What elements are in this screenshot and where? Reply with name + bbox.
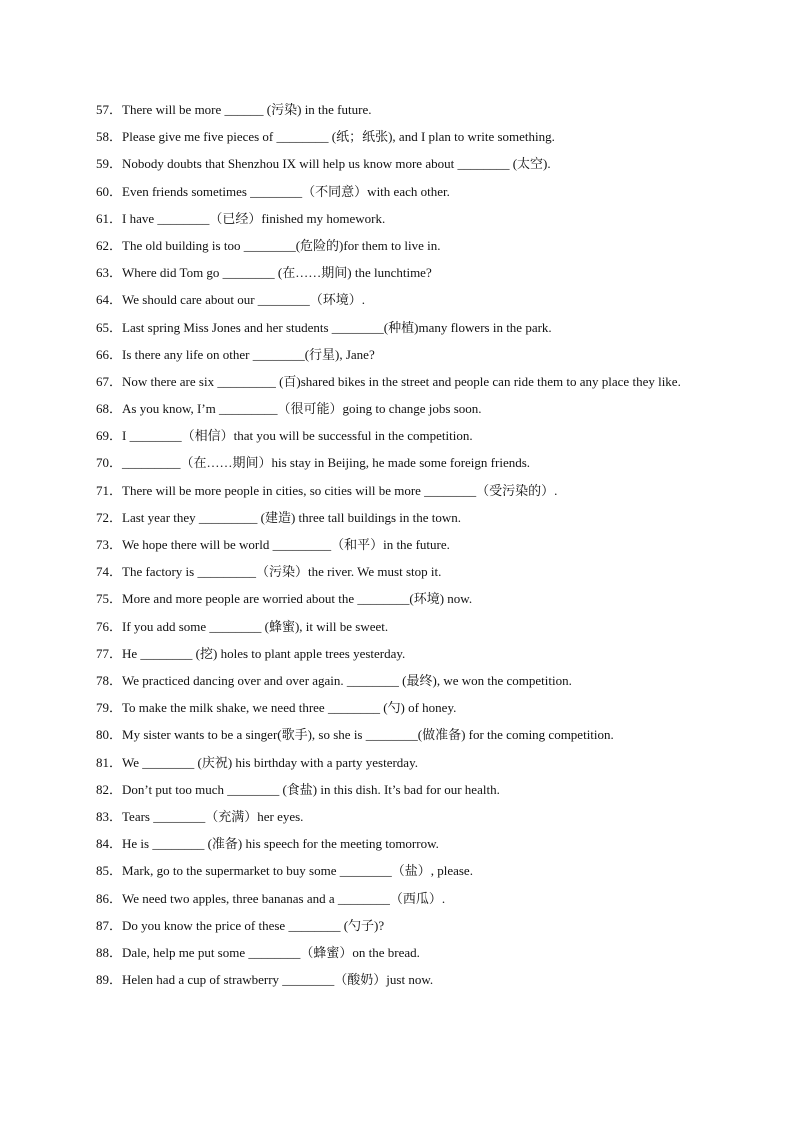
question-text: We ________ (庆祝) his birthday with a party yesterday.	[122, 754, 418, 770]
question-number: 81．	[96, 754, 123, 770]
question-text: Dale, help me put some ________（蜂蜜）on the bread.	[122, 945, 420, 961]
question-number: 75．	[96, 591, 123, 607]
question-number: 69．	[96, 428, 123, 444]
question-text: If you add some ________ (蜂蜜), it will be sweet.	[122, 618, 389, 634]
question-item	[96, 558, 696, 585]
question-text: Do you know the price of these ________ (勺子)?	[122, 917, 385, 933]
question-number: 83．	[96, 809, 123, 825]
question-number: 64．	[96, 292, 123, 308]
question-item	[96, 857, 696, 884]
question-number: 61．	[96, 210, 123, 226]
question-number: 72．	[96, 509, 123, 525]
question-item	[96, 830, 696, 857]
question-number: 62．	[96, 238, 123, 254]
question-text: We practiced dancing over and over again. ________ (最终), we won the competition.	[122, 673, 572, 689]
question-list	[96, 96, 696, 994]
question-text: There will be more ______ (污染) in the future.	[122, 102, 372, 117]
question-item	[96, 368, 696, 395]
question-text: Is there any life on other ________(行星), Jane?	[122, 346, 375, 362]
question-text: We hope there will be world _________（和平）in the future.	[122, 537, 450, 553]
question-item	[96, 286, 696, 313]
question-item	[96, 178, 696, 205]
question-text: Mark, go to the supermarket to buy some ________（盐）, please.	[122, 863, 473, 879]
question-text: The old building is too ________(危险的)for them to live in.	[122, 238, 441, 254]
question-number: 60．	[96, 183, 123, 199]
question-item	[96, 749, 696, 776]
question-text: Last year they _________ (建造) three tall buildings in the town.	[122, 509, 462, 525]
question-text: To make the milk shake, we need three ________ (勺) of honey.	[122, 700, 457, 716]
question-number: 71．	[96, 482, 123, 498]
question-item	[96, 667, 696, 694]
question-item	[96, 96, 696, 123]
question-text: Please give me five pieces of ________ (纸；纸张), and I plan to write something.	[122, 129, 555, 145]
question-number: 58．	[96, 129, 123, 145]
question-number: 85．	[96, 863, 123, 879]
question-item	[96, 721, 696, 748]
question-number: 78．	[96, 673, 123, 689]
question-number: 84．	[96, 836, 123, 852]
question-text: The factory is _________（污染）the river. We must stop it.	[122, 564, 442, 580]
question-text: Where did Tom go ________ (在……期间) the lunchtime?	[122, 265, 432, 281]
question-text: More and more people are worried about the ________(环境) now.	[122, 591, 473, 607]
question-text: We need two apples, three bananas and a ________（西瓜）.	[122, 890, 446, 906]
question-number: 86．	[96, 890, 123, 906]
question-number: 66．	[96, 346, 123, 362]
question-text: Even friends sometimes ________（不同意）with each other.	[122, 183, 450, 199]
question-text: As you know, I’m _________（很可能）going to change jobs soon.	[122, 401, 482, 417]
question-text: He is ________ (准备) his speech for the meeting tomorrow.	[122, 836, 439, 852]
question-text: Nobody doubts that Shenzhou IX will help us know more about ________ (太空).	[122, 156, 551, 172]
question-number: 57．	[96, 102, 123, 117]
question-item	[96, 395, 696, 422]
question-item	[96, 123, 696, 150]
question-number: 89．	[96, 972, 123, 988]
question-number: 82．	[96, 781, 123, 797]
question-item	[96, 341, 696, 368]
question-number: 70．	[96, 455, 123, 471]
question-number: 67．	[96, 374, 123, 390]
question-number: 88．	[96, 945, 123, 961]
question-number: 68．	[96, 401, 123, 417]
question-item	[96, 966, 696, 993]
question-item	[96, 885, 696, 912]
question-number: 77．	[96, 645, 123, 661]
question-item	[96, 205, 696, 232]
question-number: 63．	[96, 265, 123, 281]
question-number: 65．	[96, 319, 123, 335]
question-number: 59．	[96, 156, 123, 172]
question-item	[96, 314, 696, 341]
question-item	[96, 803, 696, 830]
question-text: We should care about our ________（环境）.	[122, 292, 366, 308]
question-item	[96, 939, 696, 966]
question-number: 79．	[96, 700, 123, 716]
question-item	[96, 613, 696, 640]
question-text: Now there are six _________ (百)shared bikes in the street and people can ride them to any place they like.	[122, 374, 681, 390]
question-item	[96, 150, 696, 177]
question-item	[96, 259, 696, 286]
question-item	[96, 449, 696, 476]
question-item	[96, 504, 696, 531]
question-text: I have ________（已经）finished my homework.	[122, 210, 386, 226]
question-item	[96, 585, 696, 612]
question-text: Last spring Miss Jones and her students ________(种植)many flowers in the park.	[122, 319, 552, 335]
question-item	[96, 232, 696, 259]
question-text: My sister wants to be a singer(歌手), so she is ________(做准备) for the coming competition.	[122, 727, 614, 743]
question-text: I ________（相信）that you will be successful in the competition.	[122, 428, 473, 444]
question-number: 74．	[96, 564, 123, 580]
question-item	[96, 477, 696, 504]
question-number: 80．	[96, 727, 123, 743]
question-item	[96, 531, 696, 558]
question-number: 73．	[96, 537, 123, 553]
question-number: 87．	[96, 917, 123, 933]
question-text: _________（在……期间）his stay in Beijing, he made some foreign friends.	[122, 455, 531, 471]
question-text: There will be more people in cities, so cities will be more ________（受污染的）.	[122, 482, 558, 498]
question-item	[96, 422, 696, 449]
question-item	[96, 694, 696, 721]
question-item	[96, 776, 696, 803]
question-item	[96, 640, 696, 667]
question-text: Helen had a cup of strawberry ________（酸奶）just now.	[122, 972, 434, 988]
question-text: He ________ (挖) holes to plant apple trees yesterday.	[122, 645, 406, 661]
question-text: Don’t put too much ________ (食盐) in this dish. It’s bad for our health.	[122, 781, 500, 797]
question-number: 76．	[96, 618, 123, 634]
question-text: Tears ________（充满）her eyes.	[122, 809, 304, 825]
question-item	[96, 912, 696, 939]
